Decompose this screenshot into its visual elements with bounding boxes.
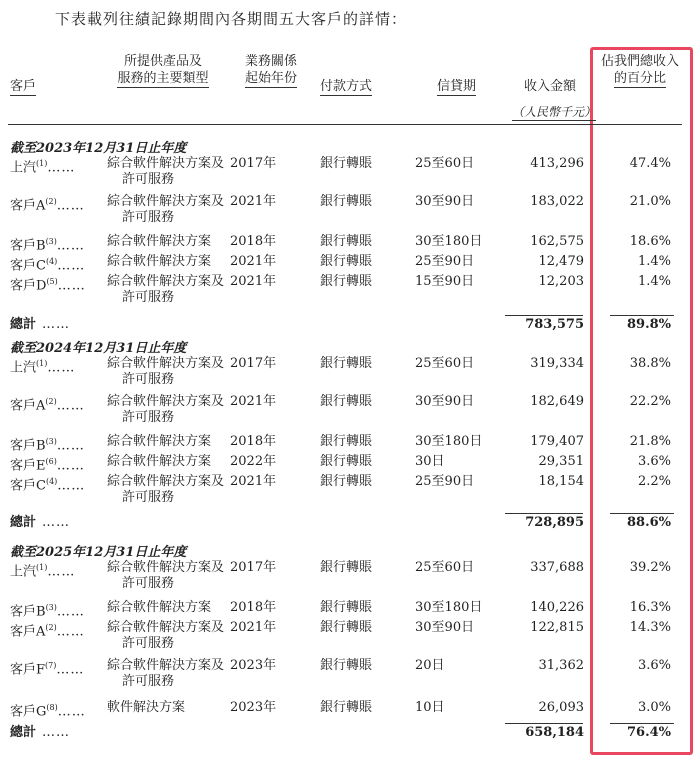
footnote-ref: (1) bbox=[36, 359, 48, 368]
payment-method: 銀行轉賬 bbox=[320, 600, 373, 615]
product-type-cont: 許可服務 bbox=[122, 674, 175, 689]
header-pct: 佔我們總收入 的百分比 bbox=[600, 54, 679, 86]
product-type: 綜合軟件解決方案及 bbox=[107, 394, 225, 409]
table-row bbox=[0, 560, 700, 591]
table-row bbox=[0, 156, 700, 187]
payment-method: 銀行轉賬 bbox=[320, 156, 373, 171]
revenue-amount: 26,093 bbox=[538, 700, 584, 715]
revenue-amount: 183,022 bbox=[530, 194, 584, 209]
leader-dots: …… bbox=[56, 398, 85, 414]
table-row bbox=[0, 434, 700, 452]
customer-name bbox=[10, 234, 85, 254]
header-rule bbox=[8, 124, 682, 125]
header-credit: 信貸期 bbox=[437, 79, 477, 94]
total-row bbox=[0, 317, 700, 335]
customer-name-text: 客戶A bbox=[10, 398, 46, 414]
total-label-text: 總計 bbox=[10, 317, 37, 332]
leader-dots: …… bbox=[42, 725, 71, 740]
total-rule bbox=[505, 315, 583, 316]
revenue-percent: 2.2% bbox=[637, 474, 671, 489]
payment-method: 銀行轉賬 bbox=[320, 434, 373, 449]
leader-dots: …… bbox=[56, 438, 85, 454]
customer-name-text: 客戶A bbox=[10, 198, 46, 214]
footnote-ref: (6) bbox=[45, 457, 57, 466]
leader-dots: …… bbox=[57, 704, 86, 720]
credit-term: 25至90日 bbox=[415, 474, 475, 489]
product-type-cont: 許可服務 bbox=[122, 410, 175, 425]
customer-name bbox=[10, 356, 75, 376]
start-year: 2021年 bbox=[230, 474, 277, 489]
product-type: 綜合軟件解決方案及 bbox=[107, 274, 225, 289]
revenue-percent: 3.6% bbox=[637, 454, 671, 469]
customer-name bbox=[10, 156, 75, 176]
intro-text: 下表載列往績記錄期間內各期間五大客戶的詳情： bbox=[55, 10, 408, 28]
revenue-amount: 182,649 bbox=[530, 394, 584, 409]
total-row bbox=[0, 725, 700, 743]
total-label-text: 總計 bbox=[10, 515, 37, 530]
credit-term: 25至60日 bbox=[415, 560, 475, 575]
leader-dots: …… bbox=[56, 458, 85, 474]
total-row bbox=[0, 515, 700, 533]
footnote-ref: (3) bbox=[45, 437, 57, 446]
footnote-ref: (3) bbox=[45, 603, 57, 612]
credit-term: 30至90日 bbox=[415, 194, 475, 209]
credit-term: 15至90日 bbox=[415, 274, 475, 289]
payment-method: 銀行轉賬 bbox=[320, 254, 373, 269]
leader-dots: …… bbox=[56, 604, 85, 620]
payment-method: 銀行轉賬 bbox=[320, 394, 373, 409]
revenue-amount: 337,688 bbox=[530, 560, 584, 575]
customer-name-text: 客戶B bbox=[10, 238, 46, 254]
credit-term: 30至180日 bbox=[415, 600, 483, 615]
total-label-text: 總計 bbox=[10, 725, 37, 740]
product-type: 綜合軟件解決方案及 bbox=[107, 620, 225, 635]
revenue-percent: 1.4% bbox=[637, 274, 671, 289]
revenue-amount: 29,351 bbox=[538, 454, 584, 469]
footnote-ref: (2) bbox=[45, 397, 57, 406]
revenue-amount: 413,296 bbox=[530, 156, 584, 171]
product-type: 綜合軟件解決方案 bbox=[107, 454, 212, 469]
product-type: 綜合軟件解決方案 bbox=[107, 600, 212, 615]
customer-name-text: 上汽 bbox=[10, 564, 37, 580]
customer-name bbox=[10, 474, 85, 494]
table-row bbox=[0, 474, 700, 505]
revenue-amount: 12,203 bbox=[538, 274, 584, 289]
header-year: 業務關係 起始年份 bbox=[244, 54, 297, 86]
start-year: 2023年 bbox=[230, 700, 277, 715]
start-year: 2017年 bbox=[230, 560, 277, 575]
footnote-ref: (2) bbox=[45, 197, 57, 206]
revenue-percent: 1.4% bbox=[637, 254, 671, 269]
revenue-amount: 31,362 bbox=[538, 658, 584, 673]
revenue-amount: 12,479 bbox=[538, 254, 584, 269]
payment-method: 銀行轉賬 bbox=[320, 356, 373, 371]
start-year: 2021年 bbox=[230, 394, 277, 409]
customer-name-text: 上汽 bbox=[10, 360, 37, 376]
total-rule bbox=[610, 315, 674, 316]
header-customer: 客戶 bbox=[10, 79, 37, 94]
revenue-amount: 162,575 bbox=[530, 234, 584, 249]
payment-method: 銀行轉賬 bbox=[320, 658, 373, 673]
payment-method: 銀行轉賬 bbox=[320, 560, 373, 575]
payment-method: 銀行轉賬 bbox=[320, 274, 373, 289]
product-type-cont: 許可服務 bbox=[122, 576, 175, 591]
customer-name bbox=[10, 620, 85, 640]
product-type-cont: 許可服務 bbox=[122, 172, 175, 187]
table-row bbox=[0, 658, 700, 689]
start-year: 2023年 bbox=[230, 658, 277, 673]
payment-method: 銀行轉賬 bbox=[320, 700, 373, 715]
product-type: 綜合軟件解決方案及 bbox=[107, 356, 225, 371]
header-unit: （人民幣千元） bbox=[512, 105, 597, 119]
payment-method: 銀行轉賬 bbox=[320, 234, 373, 249]
revenue-percent: 47.4% bbox=[629, 156, 671, 171]
leader-dots: …… bbox=[57, 278, 86, 294]
leader-dots: …… bbox=[42, 317, 71, 332]
footnote-ref: (1) bbox=[36, 159, 48, 168]
credit-term: 10日 bbox=[415, 700, 445, 715]
leader-dots: …… bbox=[56, 624, 85, 640]
leader-dots: …… bbox=[56, 198, 85, 214]
credit-term: 30日 bbox=[415, 454, 445, 469]
section-title: 截至2025年12月31日止年度 bbox=[10, 545, 187, 560]
revenue-amount: 319,334 bbox=[530, 356, 584, 371]
leader-dots: …… bbox=[47, 564, 76, 580]
header-product: 所提供產品及 服務的主要類型 bbox=[117, 54, 209, 86]
header-revenue: 收入金額 bbox=[524, 79, 577, 94]
customer-name-text: 上汽 bbox=[10, 160, 37, 176]
customer-name bbox=[10, 658, 84, 678]
customer-name-text: 客戶D bbox=[10, 278, 47, 294]
table-row bbox=[0, 454, 700, 472]
leader-dots: …… bbox=[57, 258, 86, 274]
footnote-ref: (8) bbox=[46, 703, 58, 712]
leader-dots: …… bbox=[56, 662, 85, 678]
customer-name bbox=[10, 194, 85, 214]
footnote-ref: (4) bbox=[45, 477, 58, 486]
start-year: 2021年 bbox=[230, 274, 277, 289]
revenue-percent: 3.0% bbox=[637, 700, 671, 715]
product-type: 綜合軟件解決方案及 bbox=[107, 194, 225, 209]
start-year: 2017年 bbox=[230, 356, 277, 371]
product-type: 綜合軟件解決方案 bbox=[107, 254, 212, 269]
product-type: 綜合軟件解決方案及 bbox=[107, 156, 225, 171]
total-revenue: 658,184 bbox=[525, 725, 584, 740]
revenue-percent: 14.3% bbox=[629, 620, 671, 635]
product-type: 綜合軟件解決方案及 bbox=[107, 474, 225, 489]
customer-name bbox=[10, 274, 86, 294]
customer-name-text: 客戶G bbox=[10, 704, 47, 720]
total-rule bbox=[505, 723, 583, 724]
total-percent: 76.4% bbox=[626, 725, 671, 740]
start-year: 2021年 bbox=[230, 620, 277, 635]
revenue-percent: 38.8% bbox=[629, 356, 671, 371]
total-rule bbox=[610, 513, 674, 514]
customer-name bbox=[10, 700, 86, 720]
product-type: 綜合軟件解決方案及 bbox=[107, 658, 225, 673]
footnote-ref: (1) bbox=[36, 563, 48, 572]
total-revenue: 783,575 bbox=[525, 317, 584, 332]
customer-name-text: 客戶C bbox=[10, 258, 46, 274]
revenue-amount: 140,226 bbox=[530, 600, 584, 615]
customer-name bbox=[10, 254, 85, 274]
leader-dots: …… bbox=[57, 478, 86, 494]
table-row bbox=[0, 356, 700, 387]
total-rule bbox=[505, 513, 583, 514]
start-year: 2021年 bbox=[230, 194, 277, 209]
revenue-percent: 39.2% bbox=[629, 560, 671, 575]
section-title: 截至2024年12月31日止年度 bbox=[10, 341, 187, 356]
credit-term: 30至180日 bbox=[415, 234, 483, 249]
header-payment: 付款方式 bbox=[320, 79, 373, 94]
product-type-cont: 許可服務 bbox=[122, 372, 175, 387]
total-percent: 89.8% bbox=[626, 317, 671, 332]
start-year: 2018年 bbox=[230, 434, 277, 449]
payment-method: 銀行轉賬 bbox=[320, 194, 373, 209]
credit-term: 25至60日 bbox=[415, 356, 475, 371]
customer-name-text: 客戶E bbox=[10, 458, 46, 474]
total-label bbox=[10, 317, 70, 333]
start-year: 2018年 bbox=[230, 234, 277, 249]
product-type-cont: 許可服務 bbox=[122, 210, 175, 225]
leader-dots: …… bbox=[47, 160, 76, 176]
leader-dots: …… bbox=[47, 360, 76, 376]
table-row bbox=[0, 194, 700, 225]
product-type: 綜合軟件解決方案 bbox=[107, 434, 212, 449]
revenue-amount: 122,815 bbox=[530, 620, 584, 635]
customer-name-text: 客戶B bbox=[10, 438, 46, 454]
start-year: 2021年 bbox=[230, 254, 277, 269]
customer-name-text: 客戶C bbox=[10, 478, 46, 494]
total-label bbox=[10, 515, 70, 531]
revenue-percent: 3.6% bbox=[637, 658, 671, 673]
payment-method: 銀行轉賬 bbox=[320, 474, 373, 489]
total-rule bbox=[610, 723, 674, 724]
revenue-amount: 179,407 bbox=[530, 434, 584, 449]
table-row bbox=[0, 254, 700, 272]
revenue-percent: 22.2% bbox=[629, 394, 671, 409]
payment-method: 銀行轉賬 bbox=[320, 454, 373, 469]
credit-term: 20日 bbox=[415, 658, 445, 673]
credit-term: 30至180日 bbox=[415, 434, 483, 449]
start-year: 2018年 bbox=[230, 600, 277, 615]
credit-term: 30至90日 bbox=[415, 394, 475, 409]
revenue-percent: 16.3% bbox=[629, 600, 671, 615]
revenue-percent: 18.6% bbox=[629, 234, 671, 249]
footnote-ref: (4) bbox=[45, 257, 58, 266]
start-year: 2022年 bbox=[230, 454, 277, 469]
payment-method: 銀行轉賬 bbox=[320, 620, 373, 635]
start-year: 2017年 bbox=[230, 156, 277, 171]
table-row bbox=[0, 600, 700, 618]
product-type: 綜合軟件解決方案及 bbox=[107, 560, 225, 575]
product-type: 綜合軟件解決方案 bbox=[107, 234, 212, 249]
credit-term: 25至60日 bbox=[415, 156, 475, 171]
leader-dots: …… bbox=[42, 515, 71, 530]
customer-name bbox=[10, 434, 85, 454]
footnote-ref: (7) bbox=[45, 661, 57, 670]
product-type-cont: 許可服務 bbox=[122, 490, 175, 505]
table-row bbox=[0, 274, 700, 305]
section-title: 截至2023年12月31日止年度 bbox=[10, 141, 187, 156]
product-type: 軟件解決方案 bbox=[107, 700, 186, 715]
total-revenue: 728,895 bbox=[525, 515, 584, 530]
footnote-ref: (5) bbox=[46, 277, 58, 286]
revenue-amount: 18,154 bbox=[538, 474, 584, 489]
table-row bbox=[0, 700, 700, 718]
customer-name bbox=[10, 394, 85, 414]
total-label bbox=[10, 725, 70, 741]
table-row bbox=[0, 394, 700, 425]
table-row bbox=[0, 620, 700, 651]
footnote-ref: (2) bbox=[45, 623, 57, 632]
customer-name-text: 客戶B bbox=[10, 604, 46, 620]
customer-name bbox=[10, 454, 85, 474]
product-type-cont: 許可服務 bbox=[122, 636, 175, 651]
customer-name-text: 客戶F bbox=[10, 662, 46, 678]
credit-term: 30至90日 bbox=[415, 620, 475, 635]
customer-name bbox=[10, 560, 75, 580]
total-percent: 88.6% bbox=[626, 515, 671, 530]
leader-dots: …… bbox=[56, 238, 85, 254]
customer-name bbox=[10, 600, 85, 620]
revenue-percent: 21.0% bbox=[629, 194, 671, 209]
footnote-ref: (3) bbox=[45, 237, 57, 246]
credit-term: 25至90日 bbox=[415, 254, 475, 269]
revenue-percent: 21.8% bbox=[629, 434, 671, 449]
product-type-cont: 許可服務 bbox=[122, 290, 175, 305]
table-row bbox=[0, 234, 700, 252]
customer-name-text: 客戶A bbox=[10, 624, 46, 640]
